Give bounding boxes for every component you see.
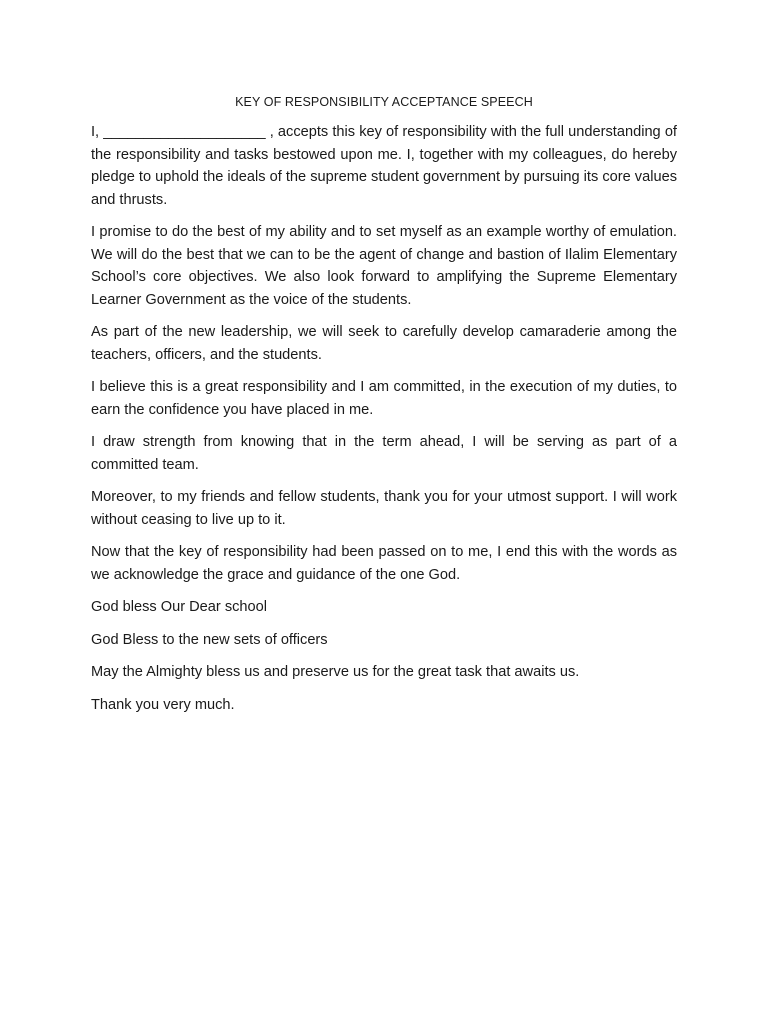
paragraph-pledge: I, ____________________ , accepts this key of responsibility with the full understanding of the responsibility and tasks bestowed upon me. I, together with my colleagues, do hereby pledge to uphold the ideals of the supreme student government by pursuing its core values and thrusts. bbox=[91, 124, 677, 208]
paragraph-leadership: As part of the new leadership, we will seek to carefully develop camaraderie among the teachers, officers, and the students. bbox=[91, 324, 677, 363]
paragraph-thanks-friends: Moreover, to my friends and fellow students, thank you for your utmost support. I will work without ceasing to live up to it. bbox=[91, 489, 677, 528]
paragraph-strength: I draw strength from knowing that in the term ahead, I will be serving as part of a committed team. bbox=[91, 434, 677, 473]
closing-thanks: Thank you very much. bbox=[91, 696, 235, 713]
document-title: KEY OF RESPONSIBILITY ACCEPTANCE SPEECH bbox=[235, 95, 533, 109]
paragraph-closing: Now that the key of responsibility had been passed on to me, I end this with the words as we acknowledge the grace and guidance of the one God. bbox=[91, 544, 677, 583]
blessing-officers: God Bless to the new sets of officers bbox=[91, 631, 328, 648]
blessing-school: God bless Our Dear school bbox=[91, 599, 268, 615]
document-body bbox=[91, 121, 677, 726]
blessing-almighty: May the Almighty bless us and preserve us for the great task that awaits us. bbox=[91, 664, 580, 680]
paragraph-promise: I promise to do the best of my ability and to set myself as an example worthy of emulation. We will do the best that we can to be the agent of change and bastion of Ilalim Elementary School’s core objectives. We also look forward to amplifying the Supreme Elementary Learner Government as the voice of the students. bbox=[91, 224, 677, 308]
paragraph-responsibility: I believe this is a great responsibility and I am committed, in the execution of my duties, to earn the confidence you have placed in me. bbox=[91, 379, 677, 418]
